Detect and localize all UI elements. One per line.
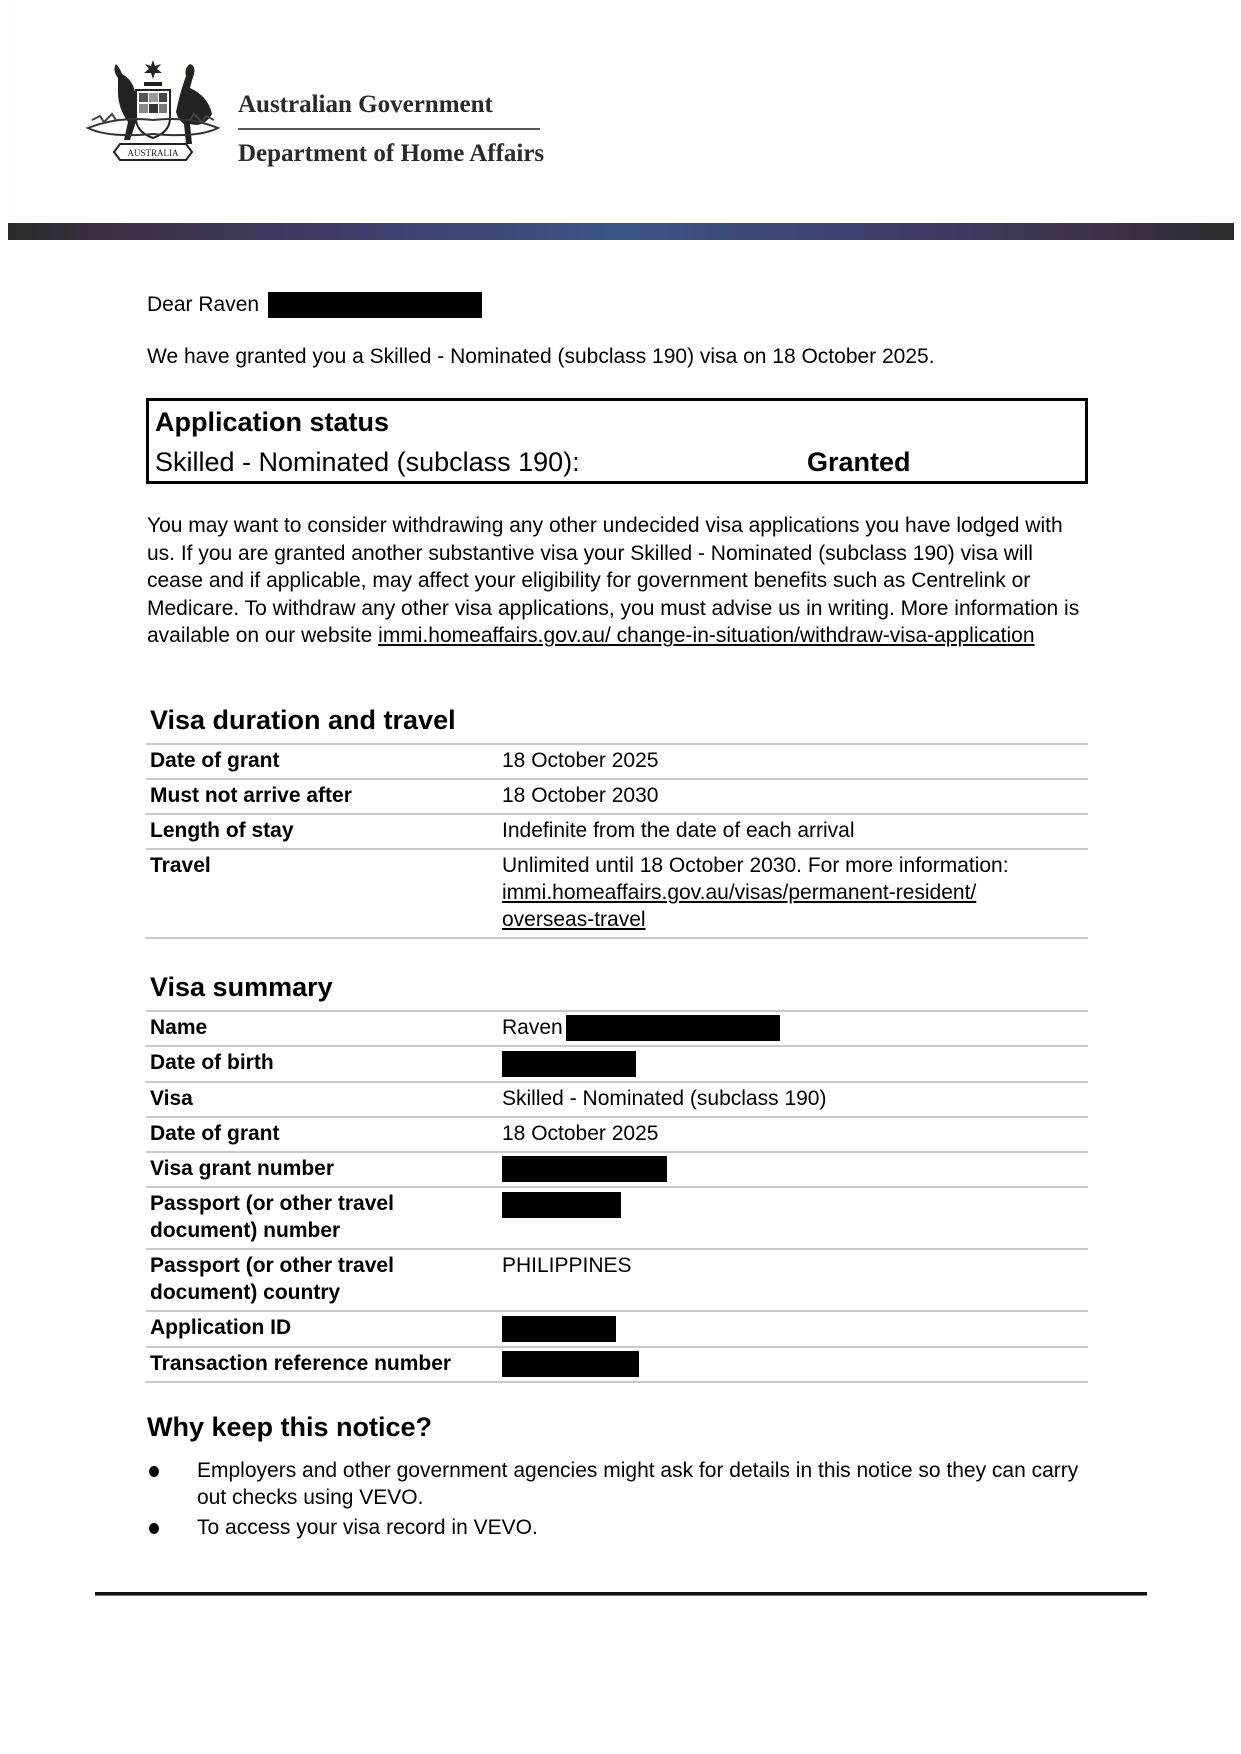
- row-label: Travel: [146, 849, 494, 938]
- why-keep-title: Why keep this notice?: [147, 1412, 433, 1442]
- summary-title: Visa summary: [150, 972, 333, 1002]
- row-value: [494, 1311, 1088, 1346]
- salutation-text: Dear Raven: [147, 293, 260, 316]
- table-row: [146, 1311, 1088, 1346]
- table-row: [146, 814, 1088, 849]
- table-row: [146, 1117, 1088, 1152]
- status-visa-label: Skilled - Nominated (subclass 190):: [155, 447, 580, 477]
- row-value: 18 October 2025: [494, 1117, 1088, 1152]
- row-label: Date of grant: [146, 1117, 494, 1152]
- row-label: Visa: [146, 1082, 494, 1117]
- letterhead: [8, 0, 1234, 224]
- row-value: PHILIPPINES: [494, 1249, 1088, 1311]
- row-label: Must not arrive after: [146, 779, 494, 814]
- org-line-1: Australian Government: [238, 91, 493, 118]
- salutation: [147, 291, 482, 319]
- organisation-name: [238, 90, 544, 169]
- row-label: Date of grant: [146, 744, 494, 779]
- why-keep-list: [147, 1457, 1087, 1544]
- application-status-box: [146, 398, 1088, 484]
- row-value: Skilled - Nominated (subclass 190): [494, 1082, 1088, 1117]
- status-badge: Granted: [807, 447, 911, 477]
- list-item: [147, 1457, 1087, 1511]
- row-value: 18 October 2030: [494, 779, 1088, 814]
- row-label: Date of birth: [146, 1046, 494, 1081]
- row-label: Length of stay: [146, 814, 494, 849]
- withdraw-notice: [147, 512, 1087, 650]
- table-row: [146, 1011, 1088, 1046]
- table-row: [146, 1347, 1088, 1382]
- org-divider: [238, 128, 540, 130]
- row-label: Name: [146, 1011, 494, 1046]
- bullet-icon: [149, 1466, 159, 1477]
- row-value: [494, 1011, 1088, 1046]
- list-item-text: Employers and other government agencies might ask for details in this notice so they can carry out checks using VEVO.: [197, 1459, 1079, 1509]
- redacted-transaction-reference: [502, 1351, 639, 1377]
- withdraw-notice-text: You may want to consider withdrawing any other undecided visa applications you have lodged with us. If you are granted another substantive visa your Skilled - Nominated (subclass 190) visa will cease and if applicable, may affect your eligibility for government benefits such as Centrelink or Medicare. To withdraw any other visa applications, you must advise us in writing. More information is available on our website: [147, 514, 1080, 648]
- table-row: [146, 1046, 1088, 1081]
- row-value: Indefinite from the date of each arrival: [494, 814, 1088, 849]
- table-row: [146, 1082, 1088, 1117]
- redacted-surname: [268, 292, 482, 318]
- table-row: [146, 1249, 1088, 1311]
- summary-table: [146, 1010, 1088, 1383]
- grant-intro: We have granted you a Skilled - Nominated (subclass 190) visa on 18 October 2025.: [147, 345, 935, 368]
- row-value: [494, 1187, 1088, 1249]
- row-label: Passport (or other travel document) number: [146, 1187, 494, 1249]
- row-value: 18 October 2025: [494, 744, 1088, 779]
- redacted-surname: [566, 1015, 780, 1041]
- table-row: [146, 1152, 1088, 1187]
- redacted-passport-number: [502, 1192, 621, 1218]
- row-value: [494, 1347, 1088, 1382]
- duration-table: [146, 743, 1088, 939]
- redacted-visa-grant-number: [502, 1156, 667, 1182]
- list-item: [147, 1514, 1087, 1541]
- travel-text: Unlimited until 18 October 2030. For more information:: [502, 854, 1009, 877]
- crest-scroll-text: AUSTRALIA: [127, 148, 179, 158]
- row-value: [494, 1152, 1088, 1187]
- org-line-2: Department of Home Affairs: [238, 140, 545, 167]
- duration-title: Visa duration and travel: [150, 705, 456, 735]
- table-row: [146, 1187, 1088, 1249]
- row-label: Visa grant number: [146, 1152, 494, 1187]
- overseas-travel-link[interactable]: immi.homeaffairs.gov.au/visas/permanent-resident/ overseas-travel: [502, 881, 977, 931]
- table-row: [146, 744, 1088, 779]
- row-value: [494, 849, 1088, 938]
- bullet-icon: [149, 1523, 159, 1534]
- redacted-application-id: [502, 1316, 616, 1342]
- table-row: [146, 849, 1088, 938]
- row-value: [494, 1046, 1088, 1081]
- coat-of-arms-logo: [78, 58, 228, 168]
- name-value: Raven: [502, 1016, 563, 1039]
- redacted-date-of-birth: [502, 1051, 636, 1077]
- row-label: Passport (or other travel document) country: [146, 1249, 494, 1311]
- header-band: [8, 223, 1234, 240]
- withdraw-application-link[interactable]: immi.homeaffairs.gov.au/ change-in-situation/withdraw-visa-application: [378, 624, 1035, 648]
- row-label: Transaction reference number: [146, 1347, 494, 1382]
- row-label: Application ID: [146, 1311, 494, 1346]
- list-item-text: To access your visa record in VEVO.: [197, 1516, 538, 1539]
- table-row: [146, 779, 1088, 814]
- status-heading: Application status: [155, 407, 390, 437]
- footer-divider: [95, 1592, 1147, 1596]
